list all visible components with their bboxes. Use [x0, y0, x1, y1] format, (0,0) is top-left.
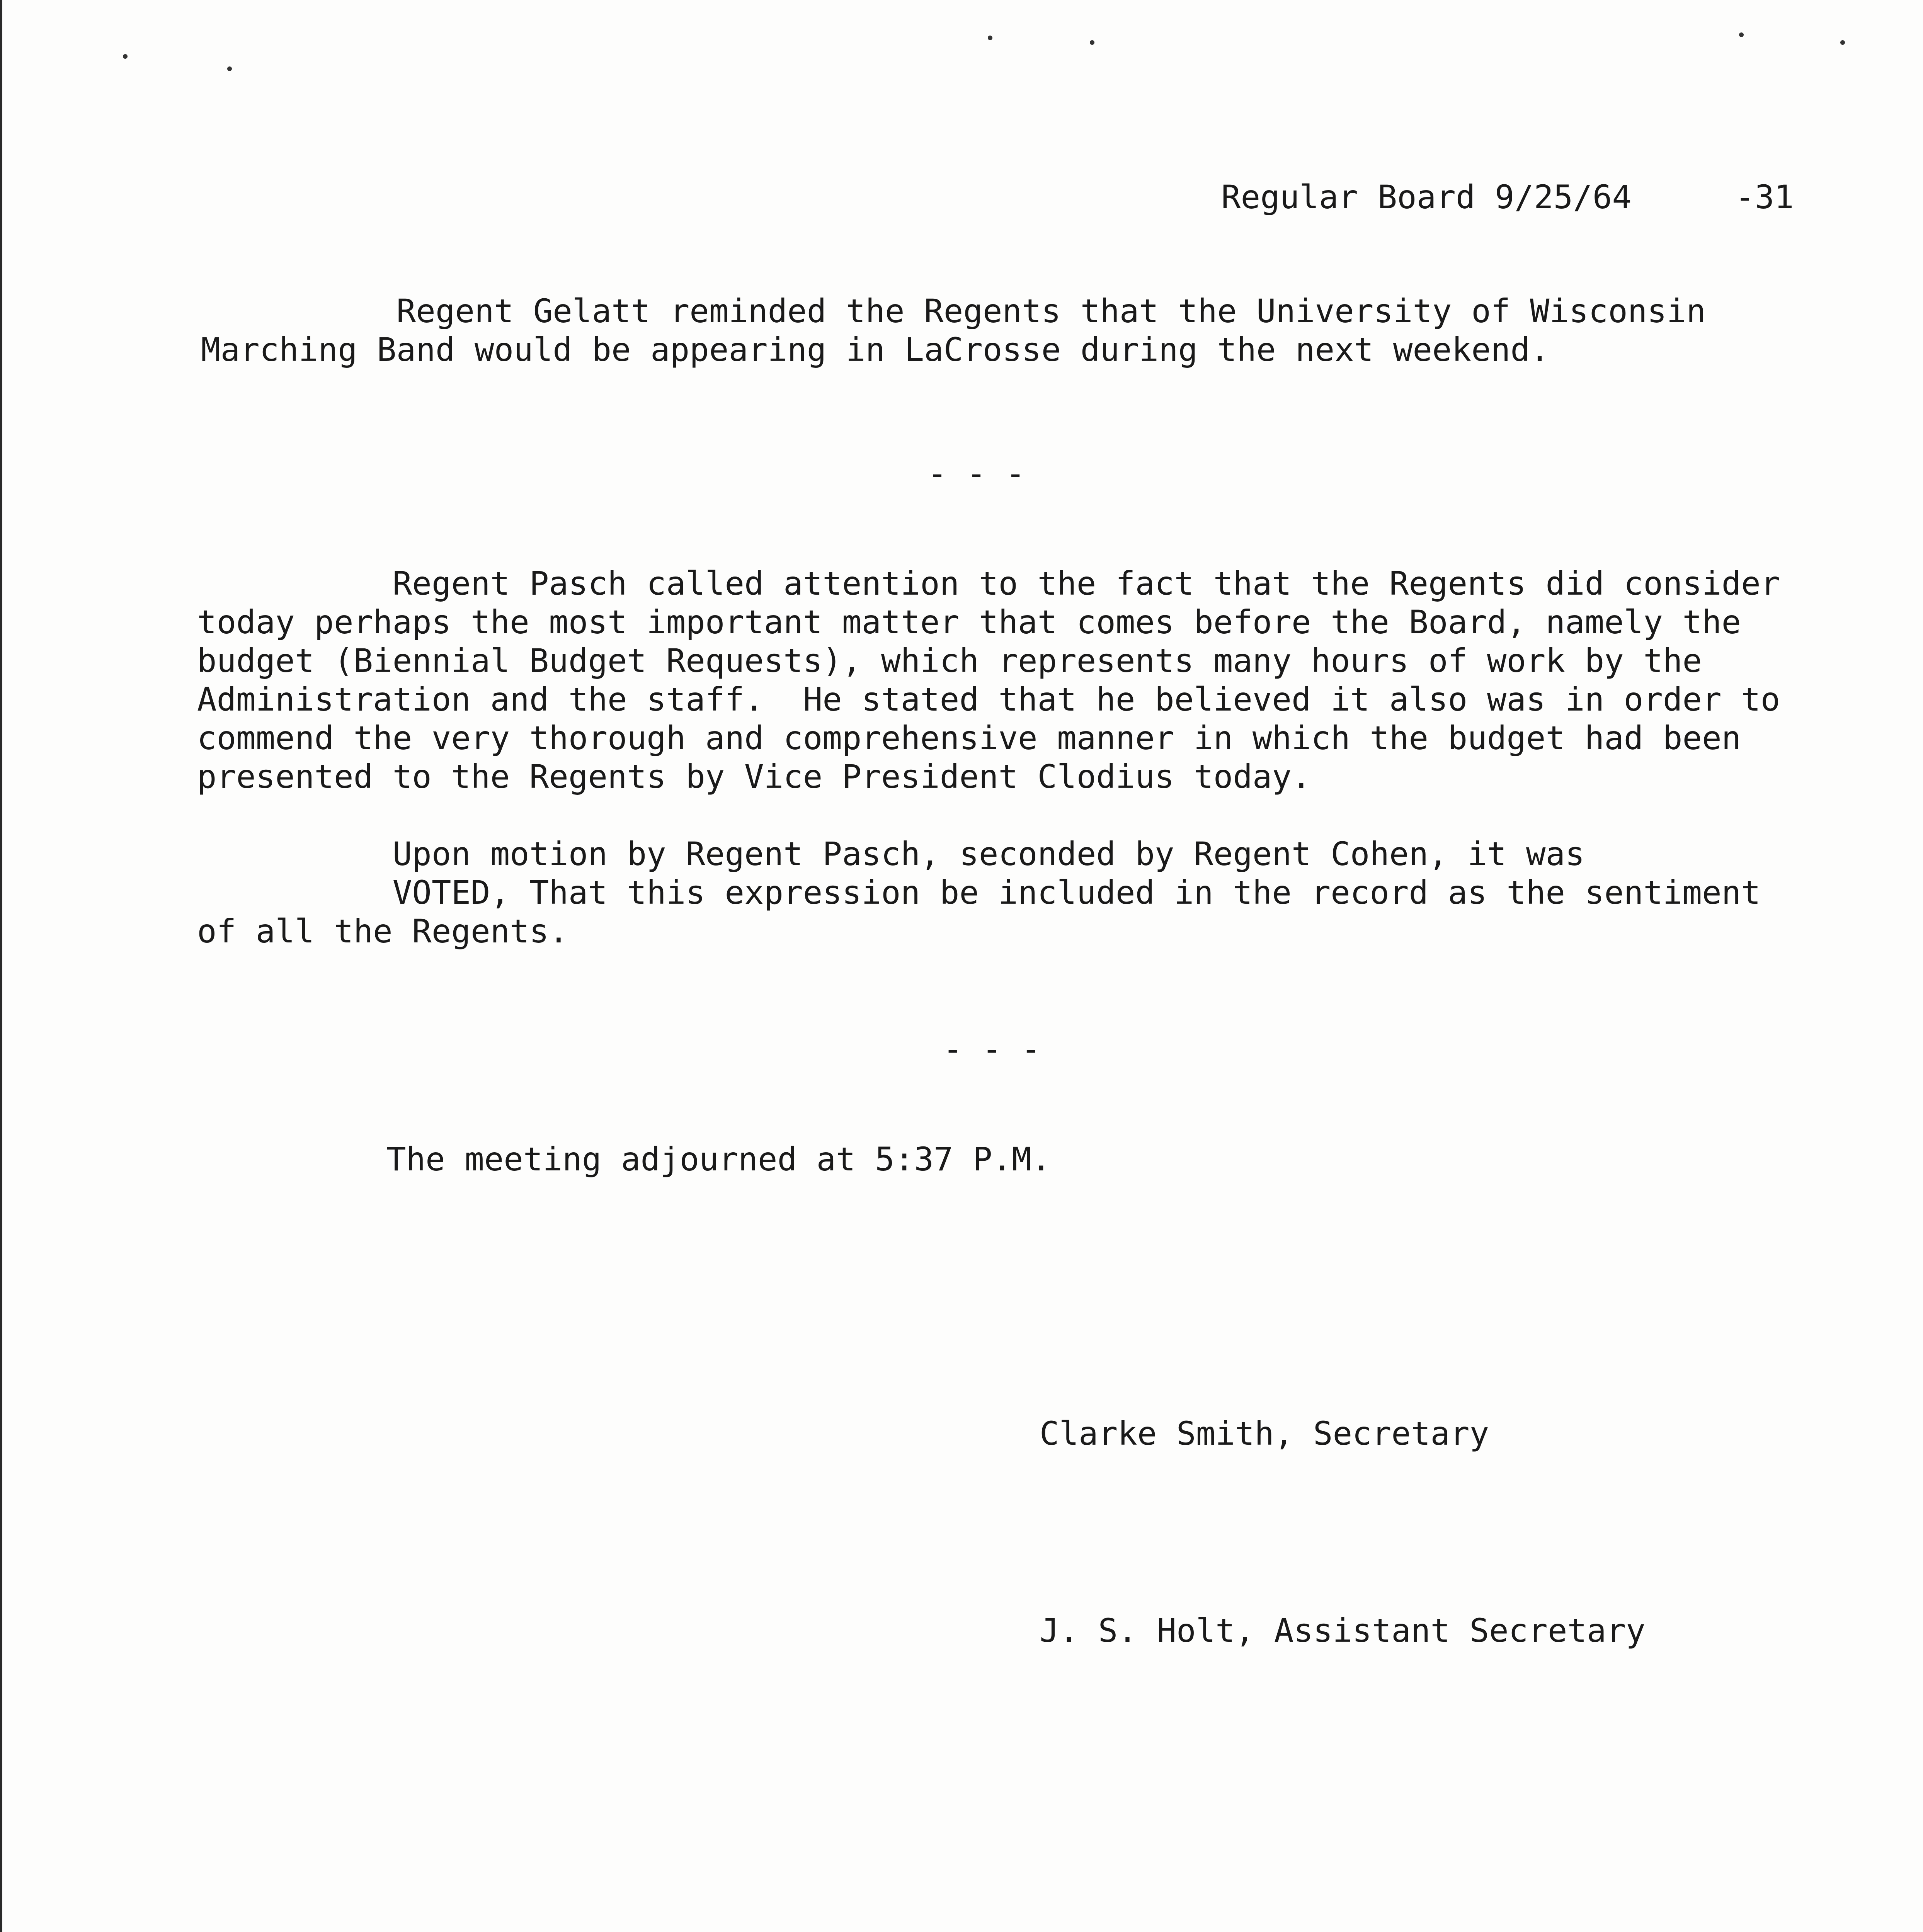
section-separator: - - - — [927, 454, 1025, 492]
assistant-secretary-signature: J. S. Holt, Assistant Secretary — [1040, 1612, 1646, 1650]
paragraph2-line: commend the very thorough and comprehensive manner in which the budget had been — [197, 719, 1741, 757]
paragraph1-line: Marching Band would be appearing in LaCrosse during the next weekend. — [201, 331, 1550, 369]
paragraph2-line: today perhaps the most important matter that comes before the Board, namely the — [197, 603, 1741, 641]
scan-speck — [227, 66, 232, 71]
scan-edge — [0, 0, 2, 1932]
secretary-signature: Clarke Smith, Secretary — [1040, 1415, 1489, 1452]
adjournment-line: The meeting adjourned at 5:37 P.M. — [386, 1140, 1051, 1178]
scan-speck — [1090, 40, 1094, 45]
header-title: Regular Board 9/25/64 — [1221, 178, 1632, 216]
paragraph3-line: VOTED, That this expression be included in the record as the sentiment — [197, 874, 1761, 912]
paragraph3-line: of all the Regents. — [197, 912, 568, 950]
paragraph1-line: Regent Gelatt reminded the Regents that the University of Wisconsin — [201, 292, 1706, 330]
paragraph3-line: Upon motion by Regent Pasch, seconded by Regent Cohen, it was — [197, 835, 1585, 873]
paragraph2-line: budget (Biennial Budget Requests), which represents many hours of work by the — [197, 642, 1702, 680]
scan-speck — [123, 54, 128, 59]
scan-speck — [988, 36, 992, 40]
scan-speck — [1739, 32, 1744, 37]
scan-speck — [1840, 40, 1845, 45]
paragraph2-line: Regent Pasch called attention to the fact that the Regents did consider — [197, 565, 1780, 602]
section-separator: - - - — [943, 1030, 1041, 1068]
header-page-ref: -31 — [1735, 178, 1794, 216]
paragraph2-line: presented to the Regents by Vice President Clodius today. — [197, 758, 1311, 796]
paragraph2-line: Administration and the staff. He stated that he believed it also was in order to — [197, 680, 1780, 718]
